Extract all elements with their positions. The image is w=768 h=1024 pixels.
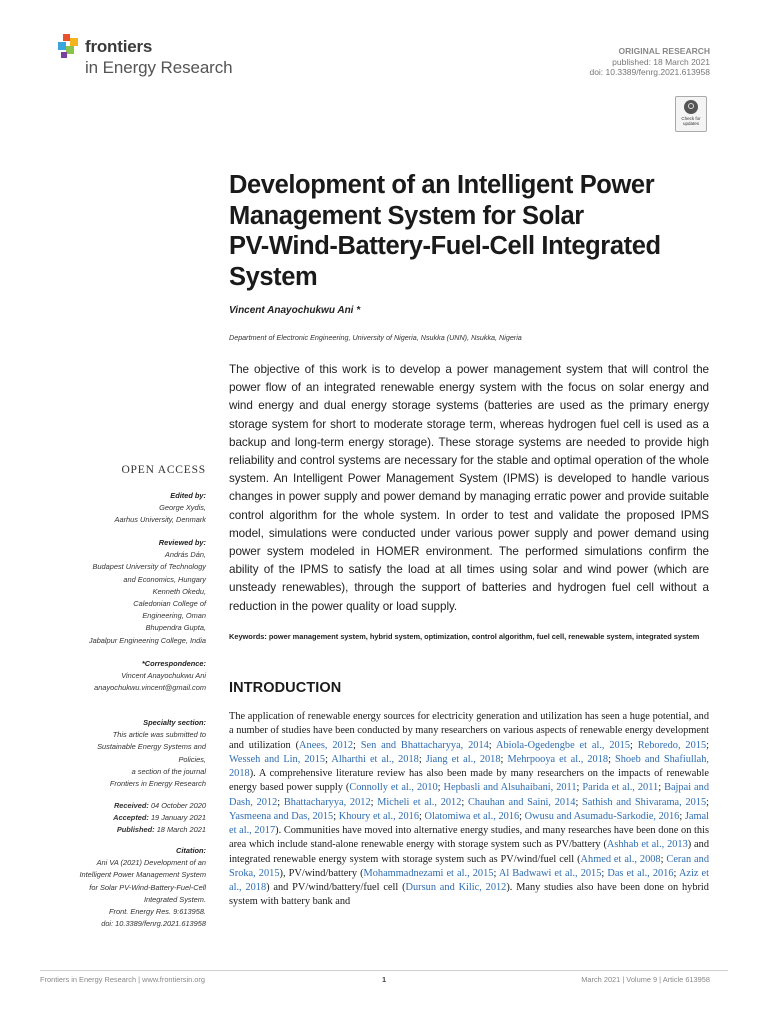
citation-link[interactable]: Wesseh and Lin, 2015 xyxy=(229,753,326,765)
citation-link[interactable]: Ahmed et al., 2008 xyxy=(580,853,661,865)
citation-link[interactable]: Bhattacharyya, 2012 xyxy=(283,796,371,808)
paragraph-text: ; xyxy=(679,810,685,822)
journal-subtitle: in Energy Research xyxy=(85,58,233,77)
reviewer-line: Bhupendra Gupta, xyxy=(145,623,206,633)
article-type: ORIGINAL RESEARCH xyxy=(618,46,710,56)
title-line: Management System for Solar xyxy=(229,201,584,230)
author-name[interactable]: Vincent Anayochukwu Ani * xyxy=(229,305,361,316)
correspondence-block xyxy=(36,658,206,695)
citation-link[interactable]: Sathish and Shivarama, 2015 xyxy=(582,796,707,808)
paragraph-text: ; xyxy=(519,810,525,822)
paragraph-text: ; xyxy=(575,796,583,808)
reviewer-line: András Dán, xyxy=(164,550,206,560)
citation-line: for Solar PV-Wind-Battery-Fuel-Cell xyxy=(89,882,206,892)
reviewer-line: Jabalpur Engineering College, India xyxy=(88,635,206,645)
specialty-section-block xyxy=(36,717,206,790)
reviewer-line: Caledonian College of xyxy=(133,599,206,609)
correspondence-email[interactable]: anayochukwu.vincent@gmail.com xyxy=(94,683,206,693)
received-value: 04 October 2020 xyxy=(150,801,206,810)
correspondence-name: Vincent Anayochukwu Ani xyxy=(121,671,206,681)
paragraph-text: ; xyxy=(437,782,444,794)
paragraph-text: ) and integrated renewable energy system with storage system such as PV/wind/fuel cell ( xyxy=(229,839,709,865)
dates-block xyxy=(36,800,206,837)
paragraph-text: ; xyxy=(706,796,710,808)
footer-issue-info: March 2021 | Volume 9 | Article 613958 xyxy=(581,975,710,984)
citation-link[interactable]: Dursun and Kilic, 2012 xyxy=(405,882,507,893)
citation-link[interactable]: Chauhan and Saini, 2014 xyxy=(468,796,576,808)
specialty-line: This article was submitted to xyxy=(112,730,206,740)
doi-link[interactable]: doi: 10.3389/fenrg.2021.613958 xyxy=(589,67,710,77)
citation-link[interactable]: Jiang et al., 2018 xyxy=(425,753,501,765)
update-icon xyxy=(684,100,698,114)
section-heading-introduction: INTRODUCTION xyxy=(229,680,342,696)
paragraph-text: ; xyxy=(576,782,583,794)
footer-journal-link[interactable]: Frontiers in Energy Research | www.frontiersin.org xyxy=(40,975,205,984)
accepted-label: Accepted: xyxy=(113,813,149,823)
citation-doi[interactable]: doi: 10.3389/fenrg.2021.613958 xyxy=(101,919,206,929)
citation-link[interactable]: Reboredo, 2015 xyxy=(637,739,707,751)
open-access-label: OPEN ACCESS xyxy=(121,464,206,476)
paragraph-text: ; xyxy=(660,853,667,865)
reviewer-line: and Economics, Hungary xyxy=(123,574,206,584)
citation-block xyxy=(36,845,206,930)
editor-line: George Xydis, xyxy=(159,503,206,513)
check-updates-label: Check for updates xyxy=(681,116,701,126)
paragraph-text: ; xyxy=(419,810,425,822)
editor-line: Aarhus University, Denmark xyxy=(114,515,206,525)
citation-link[interactable]: Sen and Bhattacharyya, 2014 xyxy=(360,739,489,751)
citation-link[interactable]: Al Badwawi et al., 2015 xyxy=(498,867,602,879)
edited-by-label: Edited by: xyxy=(170,491,206,500)
paragraph-text: ; xyxy=(601,867,608,879)
keywords-label: Keywords: xyxy=(229,632,267,641)
title-line: PV-Wind-Battery-Fuel-Cell Integrated xyxy=(229,232,661,260)
citation-link[interactable]: Das et al., 2016 xyxy=(607,867,674,879)
page-number: 1 xyxy=(381,975,387,984)
article-title xyxy=(229,170,719,292)
paragraph-text: ) and PV/wind/battery/fuel cell ( xyxy=(266,882,406,893)
paragraph-text: ; xyxy=(500,753,508,765)
citation-link[interactable]: Mehrpooya et al., 2018 xyxy=(507,753,609,765)
citation-link[interactable]: Connolly et al., 2010 xyxy=(349,782,438,794)
citation-link[interactable]: Alharthi et al., 2018 xyxy=(331,753,419,765)
published-value: 18 March 2021 xyxy=(156,825,206,835)
reviewer-line: Engineering, Oman xyxy=(142,611,206,621)
reviewed-by-block xyxy=(36,537,206,647)
paragraph-text: ; xyxy=(461,796,468,808)
article-meta-header xyxy=(589,46,710,78)
published-date-side xyxy=(36,824,206,836)
keywords xyxy=(229,631,709,643)
reviewed-by-label: Reviewed by: xyxy=(158,538,206,547)
title-line: System xyxy=(229,262,318,291)
citation-link[interactable]: Yasmeena and Das, 2015 xyxy=(229,810,334,822)
citation-link[interactable]: Mohammadnezami et al., 2015 xyxy=(363,867,494,879)
paragraph-text: ), PV/wind/battery ( xyxy=(279,867,364,879)
paragraph-text: ; xyxy=(418,753,426,765)
specialty-label: Specialty section: xyxy=(143,718,206,727)
paragraph-text: ; xyxy=(608,753,615,765)
paragraph-text: ; xyxy=(325,753,332,765)
paragraph-text: ; xyxy=(706,739,709,751)
citation-link[interactable]: Micheli et al., 2012 xyxy=(377,796,462,808)
paragraph-text: ; xyxy=(353,739,361,751)
paragraph-text: ; xyxy=(333,810,339,822)
citation-link[interactable]: Hepbasli and Alsuhaibani, 2011 xyxy=(443,782,577,794)
footer-divider xyxy=(40,970,728,971)
citation-link[interactable]: Anees, 2012 xyxy=(299,739,354,751)
paragraph-text: ; xyxy=(488,739,496,751)
check-for-updates-button[interactable] xyxy=(675,96,707,132)
paragraph-text: The application of renewable energy sources for electricity generation and utilization has seen a huge potential, and a number of studies have been conducted by many researchers on various aspects of renewable energy development and utilization ( xyxy=(229,711,709,751)
citation-label: Citation: xyxy=(176,846,206,855)
received-date xyxy=(36,800,206,812)
correspondence-label: *Correspondence: xyxy=(141,659,206,668)
keywords-list: power management system, hybrid system, optimization, control algorithm, fuel cell, renewable system, integrated system xyxy=(268,632,700,641)
introduction-paragraph xyxy=(229,710,709,910)
paragraph-text: ; xyxy=(277,796,284,808)
specialty-line: a section of the journal xyxy=(131,766,206,776)
abstract: The objective of this work is to develop a power management system that will control the power flow of an integrated renewable energy system with the focus on solar energy and wind energy and dual energy storage systems (batteries are used as the primary energy storage system for short to moderate storage term, whereas hydrogen fuel cell is used as a backup and long-term energy storage). These storage systems are needed to provide high reliability and control systems are necessary for the stable and optimal operation of the whole system. An Intelligent Power Management System (IPMS) is developed to handle various changes in power supply and power demand by managing erratic power and provide suitable control algorithm for the whole system. In order to test and validate the proposed IPMS model, simulations were conducted under various power supply and power demand using power system modeled in HOMER environment. The performed simulations confirm the ability of the IPMS to satisfy the load at all times using solar and wind power (which are unsteady renewables), through the support of batteries and hydrogen fuel cell without a reduction in the power quality or load supply. xyxy=(229,363,709,613)
published-label: Published: xyxy=(116,825,155,835)
paragraph-text: ). A comprehensive literature review has also been made by many researchers on the impacts of renewable energy based power supply ( xyxy=(229,768,709,794)
paragraph-text: ; xyxy=(658,782,665,794)
frontiers-logo-icon xyxy=(58,34,80,60)
citation-line: Integrated System. xyxy=(143,894,206,904)
journal-logo[interactable] xyxy=(58,34,258,82)
paragraph-text: ; xyxy=(370,796,378,808)
published-date: published: 18 March 2021 xyxy=(612,56,710,67)
citation-link[interactable]: Abiola-Ogedengbe et al., 2015 xyxy=(495,739,631,751)
accepted-date xyxy=(36,812,206,824)
citation-line: Ani VA (2021) Development of an xyxy=(96,858,206,868)
citation-link[interactable]: Shoeb and Shafiullah, 2018 xyxy=(229,753,709,779)
specialty-line: Frontiers in Energy Research xyxy=(109,779,206,789)
citation-link[interactable]: Aziz et al., 2018 xyxy=(229,867,710,893)
specialty-line: Sustainable Energy Systems and xyxy=(97,742,206,752)
citation-link[interactable]: Olatomiwa et al., 2016 xyxy=(424,810,520,822)
edited-by-block xyxy=(36,490,206,527)
citation-line: Front. Energy Res. 9:613958. xyxy=(109,907,206,917)
citation-link[interactable]: Ceran and Sroka, 2015 xyxy=(229,853,709,879)
citation-link[interactable]: Jamal et al., 2017 xyxy=(229,810,709,836)
paragraph-text: ). Many studies also have been done on hybrid system with battery bank and xyxy=(229,882,709,908)
journal-brand: frontiers xyxy=(85,37,153,56)
received-label: Received: xyxy=(113,801,149,810)
citation-link[interactable]: Khoury et al., 2016 xyxy=(338,810,419,822)
reviewer-line: Kenneth Okedu, xyxy=(152,586,206,596)
citation-link[interactable]: Ashhab et al., 2013 xyxy=(606,839,688,851)
reviewer-line: Budapest University of Technology xyxy=(92,562,206,572)
paragraph-text: ; xyxy=(673,867,679,879)
paragraph-text: ; xyxy=(493,867,499,879)
citation-link[interactable]: Owusu and Asumadu-Sarkodie, 2016 xyxy=(524,810,680,822)
paragraph-text: ; xyxy=(630,739,638,751)
author-affiliation: Department of Electronic Engineering, University of Nigeria, Nsukka (UNN), Nsukka, Nigeria xyxy=(229,333,522,342)
citation-line: Intelligent Power Management System xyxy=(79,870,206,880)
accepted-value: 19 January 2021 xyxy=(150,813,206,823)
specialty-line: Policies, xyxy=(178,754,206,764)
paragraph-text: ). Communities have moved into alternative energy studies, and many researches have been done on this area which include stand-alone renewable energy with storage system such as PV/battery ( xyxy=(229,825,709,851)
citation-link[interactable]: Parida et al., 2011 xyxy=(582,782,659,794)
citation-link[interactable]: Bajpai and Dash, 2012 xyxy=(229,782,709,808)
title-line: Development of an Intelligent Power xyxy=(229,171,655,199)
